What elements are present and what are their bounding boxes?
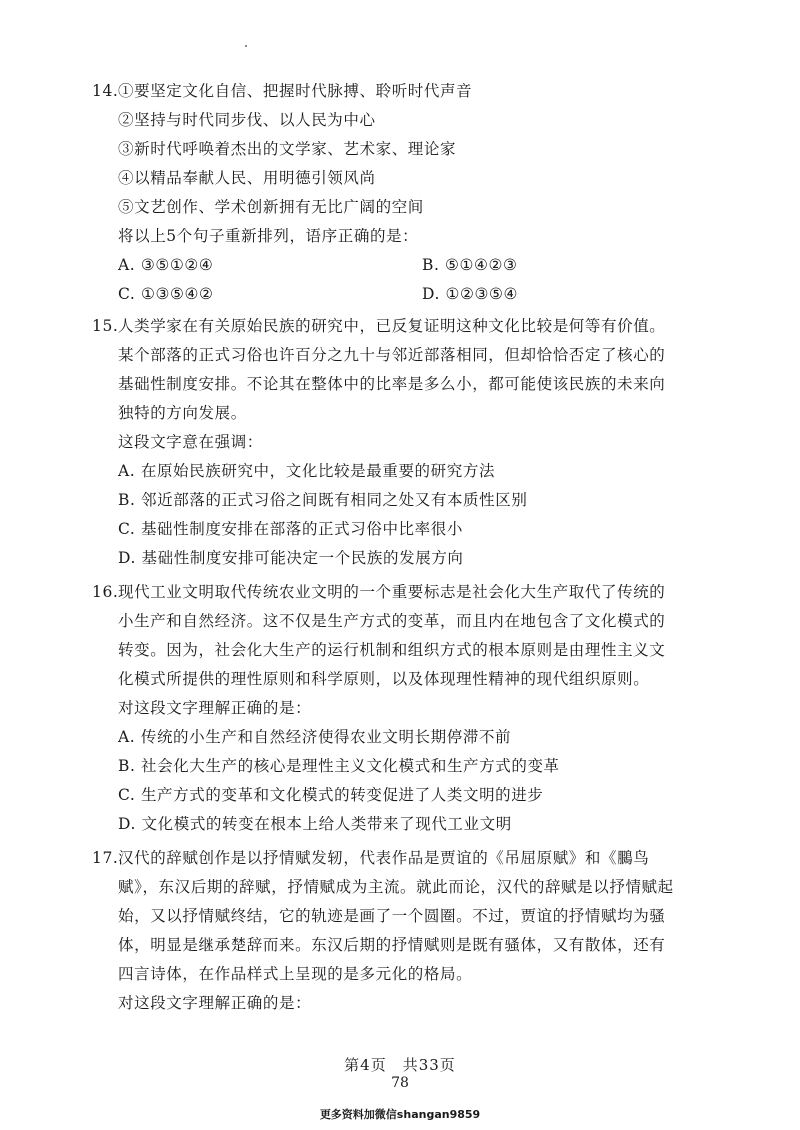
option-c[interactable]: C. ①③⑤④② [118, 285, 214, 303]
option-c[interactable]: C. 生产方式的变革和文化模式的转变促进了人类文明的进步 [118, 786, 544, 804]
question-15 [92, 312, 717, 573]
passage-line: 独特的方向发展。 [118, 404, 247, 422]
option-d[interactable]: D. ①②③⑤④ [422, 285, 519, 303]
option-a[interactable]: A. ③⑤①②④ [118, 256, 214, 274]
question-prompt: 对这段文字理解正确的是： [118, 994, 312, 1012]
question-14 [92, 77, 717, 309]
sentence-1: ①要坚定文化自信、把握时代脉搏、聆听时代声音 [118, 82, 473, 100]
passage-line: 始，又以抒情赋终结，它的轨迹是画了一个圆圈。不过，贾谊的抒情赋均为骚 [118, 907, 666, 925]
passage-line: 现代工业文明取代传统农业文明的一个重要标志是社会化大生产取代了传统的 [118, 583, 666, 601]
question-17-line-1 [92, 844, 717, 873]
watermark-text: 更多资料加微信shangan9859 [319, 1108, 481, 1121]
option-a[interactable]: A. 传统的小生产和自然经济使得农业文明长期停滞不前 [118, 728, 512, 746]
passage-line: 基础性制度安排。不论其在整体中的比率是多么小，都可能使该民族的未来向 [118, 375, 666, 393]
option-b[interactable]: B. ⑤①④②③ [422, 256, 518, 274]
question-17 [92, 844, 717, 1018]
option-d[interactable]: D. 文化模式的转变在根本上给人类带来了现代工业文明 [118, 815, 512, 833]
sentence-3: ③新时代呼唤着杰出的文学家、艺术家、理论家 [118, 140, 457, 158]
page-number: 78 [391, 1075, 409, 1091]
passage-line: 四言诗体，在作品样式上呈现的是多元化的格局。 [118, 965, 473, 983]
question-number: 14. [92, 82, 119, 100]
question-prompt: 将以上5个句子重新排列，语序正确的是： [118, 227, 419, 245]
scan-speck [245, 45, 247, 47]
question-16 [92, 578, 717, 839]
passage-line: 体，明显是继承楚辞而来。东汉后期的抒情赋则是既有骚体，又有散体，还有 [118, 936, 666, 954]
option-row [92, 251, 717, 280]
passage-line: 某个部落的正式习俗也许百分之九十与邻近部落相同，但却恰恰否定了核心的 [118, 346, 666, 364]
option-a[interactable]: A. 在原始民族研究中，文化比较是最重要的研究方法 [118, 462, 496, 480]
question-15-line-1 [92, 312, 717, 341]
option-b[interactable]: B. 社会化大生产的核心是理性主义文化模式和生产方式的变革 [118, 757, 560, 775]
passage-line: 化模式所提供的理性原则和科学原则，以及体现理性精神的现代组织原则。 [118, 670, 650, 688]
sentence-2: ②坚持与时代同步伐、以人民为中心 [118, 111, 376, 129]
passage-line: 小生产和自然经济。这不仅是生产方式的变革，而且内在地包含了文化模式的 [118, 612, 666, 630]
question-16-line-1 [92, 578, 717, 607]
sentence-4: ④以精品奉献人民、用明德引领风尚 [118, 169, 376, 187]
passage-line: 人类学家在有关原始民族的研究中，已反复证明这种文化比较是何等有价值。 [118, 317, 666, 335]
option-b[interactable]: B. 邻近部落的正式习俗之间既有相同之处又有本质性区别 [118, 491, 528, 509]
question-number: 17. [92, 849, 119, 867]
question-number: 15. [92, 317, 119, 335]
option-c[interactable]: C. 基础性制度安排在部落的正式习俗中比率很小 [118, 520, 463, 538]
question-number: 16. [92, 583, 119, 601]
option-d[interactable]: D. 基础性制度安排可能决定一个民族的发展方向 [118, 549, 464, 567]
question-prompt: 对这段文字理解正确的是： [118, 699, 312, 717]
passage-line: 转变。因为，社会化大生产的运行机制和组织方式的根本原则是由理性主义文 [118, 641, 666, 659]
passage-line: 汉代的辞赋创作是以抒情赋发轫，代表作品是贾谊的《吊屈原赋》和《鵩鸟 [118, 849, 650, 867]
option-row [92, 280, 717, 309]
question-prompt: 这段文字意在强调： [118, 433, 263, 451]
question-14-line-1 [92, 77, 717, 106]
passage-line: 赋》，东汉后期的辞赋，抒情赋成为主流。就此而论，汉代的辞赋是以抒情赋起 [118, 878, 674, 896]
sentence-5: ⑤文艺创作、学术创新拥有无比广阔的空间 [118, 198, 424, 216]
page-counter: 第4页 共33页 [344, 1056, 456, 1074]
